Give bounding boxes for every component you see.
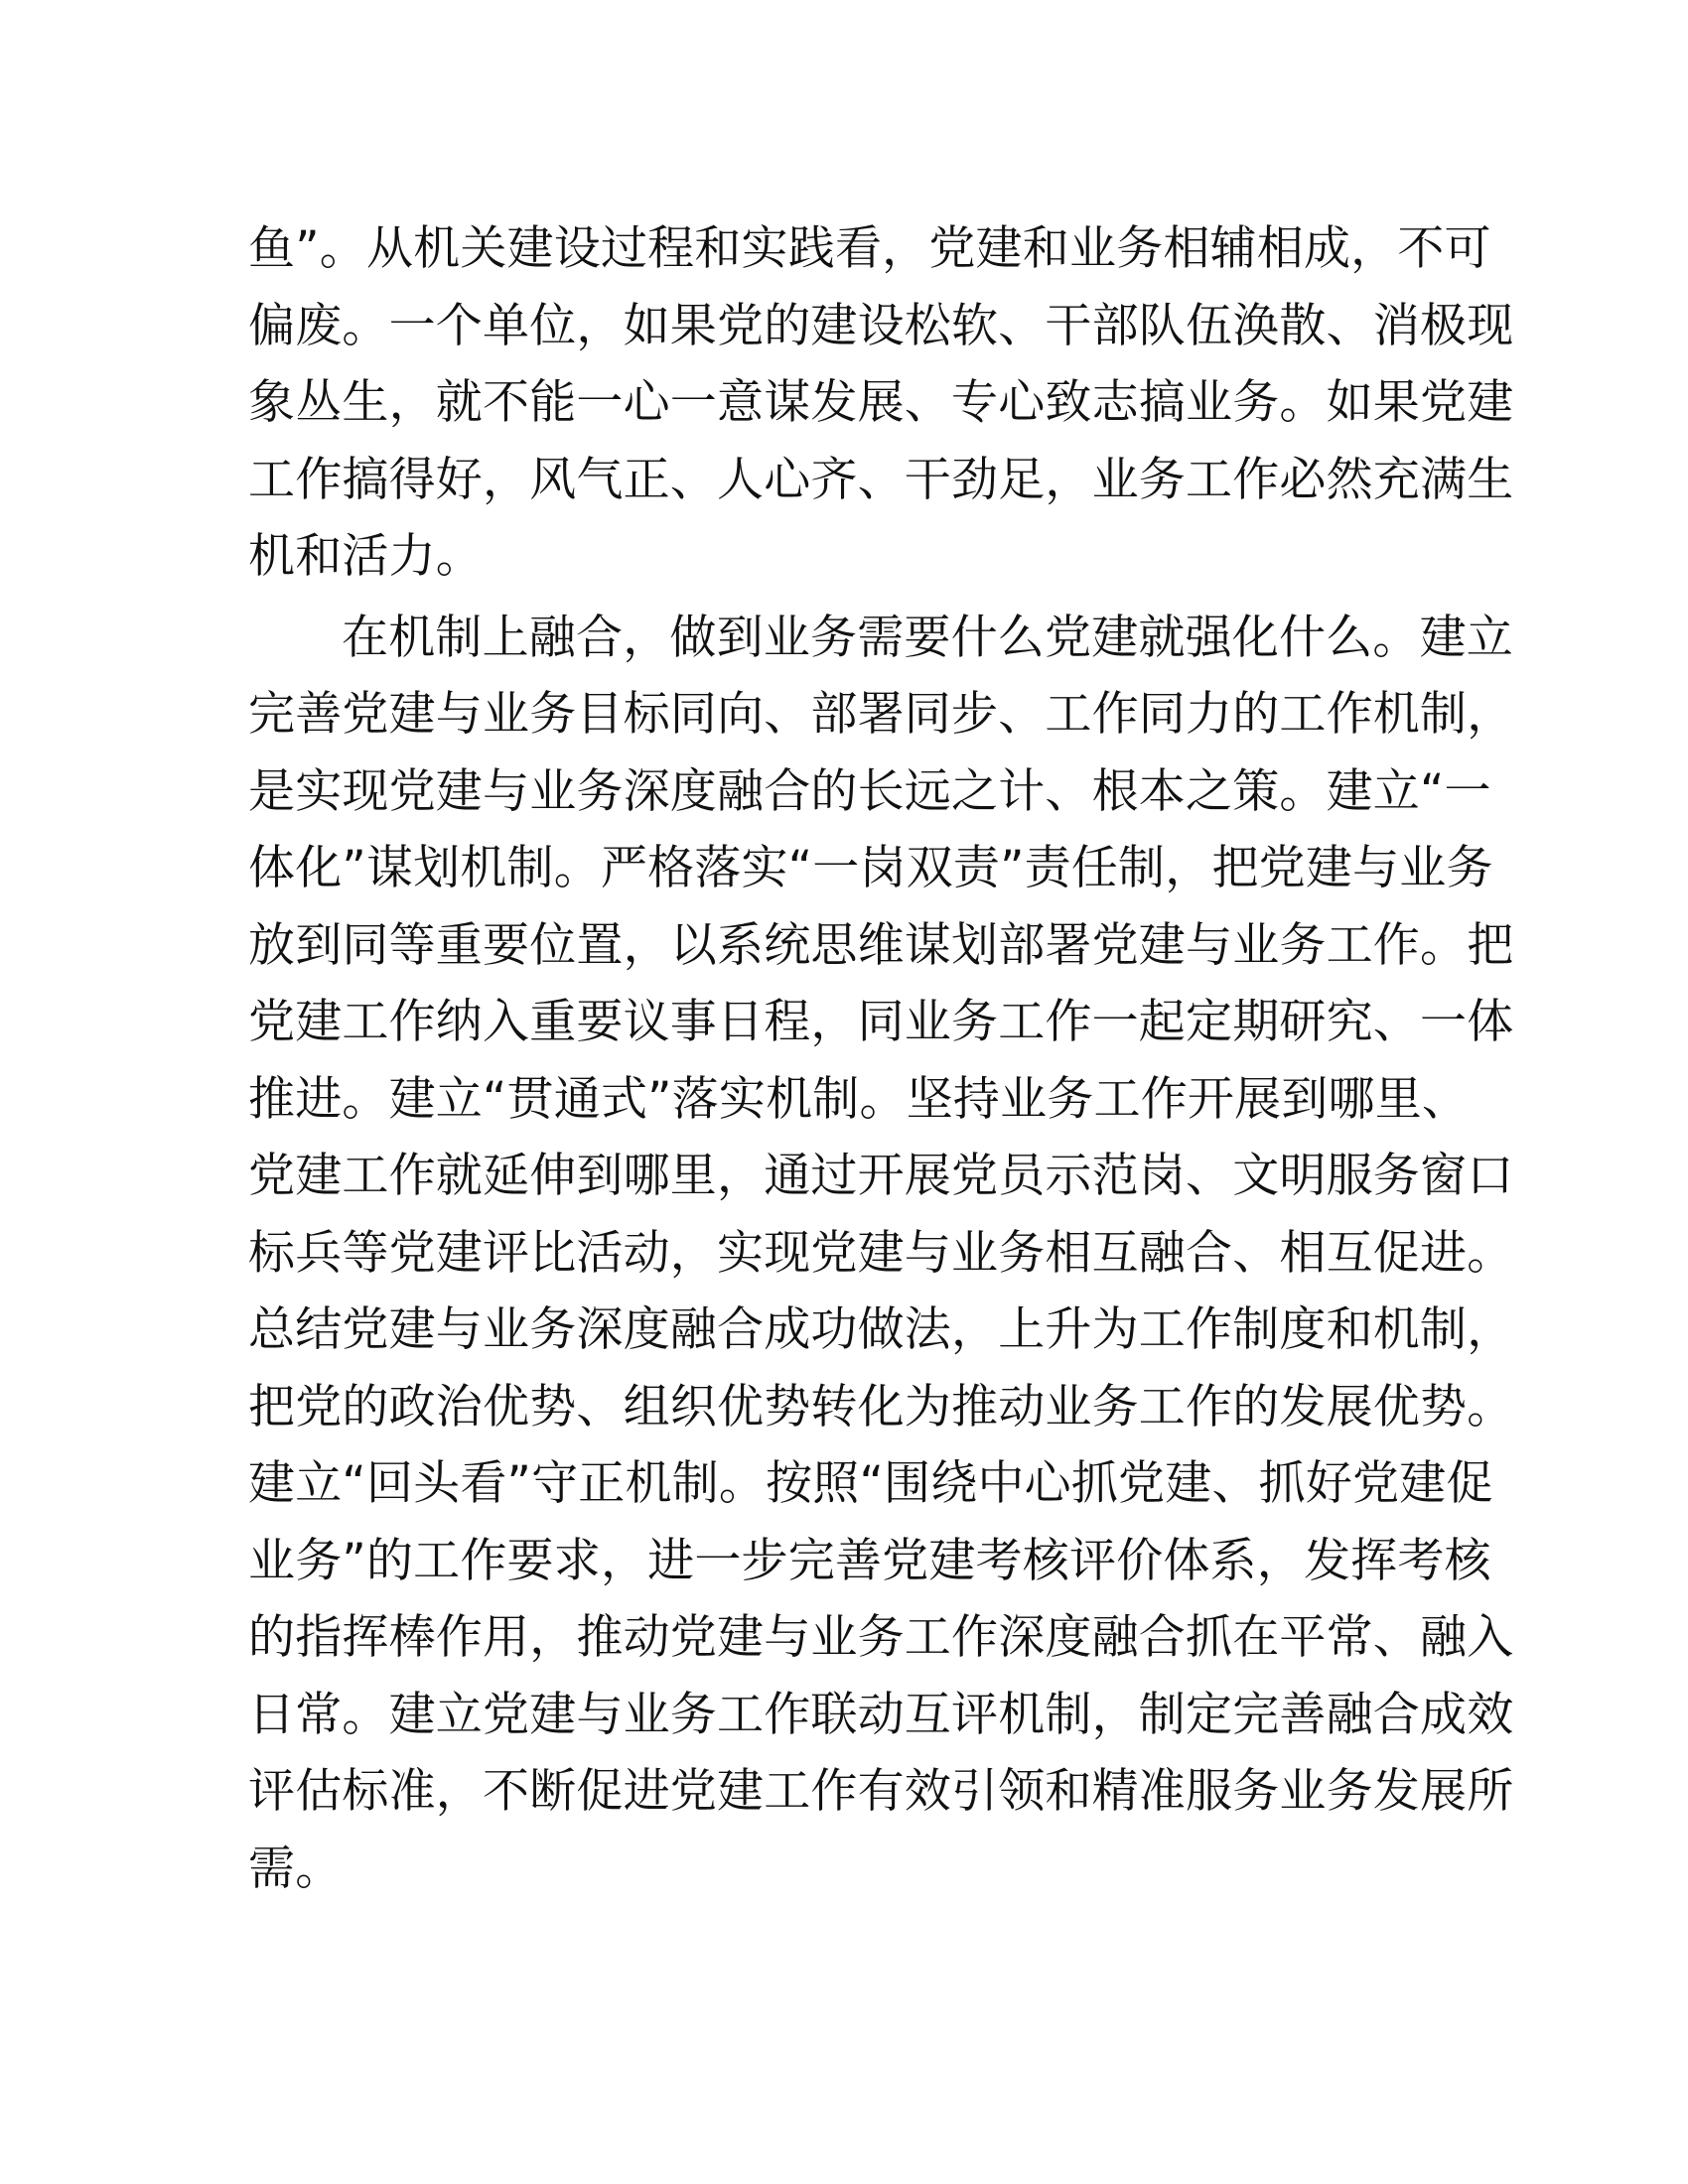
text-line: 机和活力。 [248,529,483,584]
text-line: 党建工作就延伸到哪里，通过开展党员示范岗、文明服务窗口 [248,1149,1514,1203]
text-line: 鱼”。从机关建设过程和实践看，党建和业务相辅相成，不可 [248,221,1491,276]
text-line: 日常。建立党建与业务工作联动互评机制，制定完善融合成效 [248,1687,1514,1742]
text-line: 体化”谋划机制。严格落实“一岗双责”责任制，把党建与业务 [248,841,1493,895]
text-line: 工作搞得好，风气正、人心齐、干劲足，业务工作必然充满生 [248,452,1514,507]
text-line: 评估标准，不断促进党建工作有效引领和精准服务业务发展所 [248,1764,1514,1819]
text-line: 在机制上融合，做到业务需要什么党建就强化什么。建立 [342,610,1513,665]
text-line: 需。 [248,1841,343,1896]
text-line: 标兵等党建评比活动，实现党建与业务相互融合、相互促进。 [248,1225,1514,1281]
text-line: 的指挥棒作用，推动党建与业务工作深度融合抓在平常、融入 [248,1610,1514,1665]
text-line: 放到同等重要位置，以系统思维谋划部署党建与业务工作。把 [248,917,1514,973]
text-line: 象丛生，就不能一心一意谋发展、专心致志搞业务。如果党建 [248,375,1514,430]
text-line: 业务”的工作要求，进一步完善党建考核评价体系，发挥考核 [248,1533,1491,1588]
text-line: 是实现党建与业务深度融合的长远之计、根本之策。建立“一 [248,763,1491,819]
text-line: 完善党建与业务目标同向、部署同步、工作同力的工作机制， [248,687,1514,742]
text-line: 偏废。一个单位，如果党的建设松软、干部队伍涣散、消极现 [248,298,1514,353]
document-body [248,210,1514,1907]
text-line: 推进。建立“贯通式”落实机制。坚持业务工作开展到哪里、 [248,1071,1470,1127]
text-line: 党建工作纳入重要议事日程，同业务工作一起定期研究、一体 [248,995,1514,1049]
text-line: 总结党建与业务深度融合成功做法，上升为工作制度和机制， [248,1302,1514,1357]
text-line: 把党的政治优势、组织优势转化为推动业务工作的发展优势。 [248,1379,1514,1434]
paragraph [248,210,1514,596]
paragraph [248,600,1514,1908]
text-line: 建立“回头看”守正机制。按照“围绕中心抓党建、抓好党建促 [248,1456,1493,1511]
